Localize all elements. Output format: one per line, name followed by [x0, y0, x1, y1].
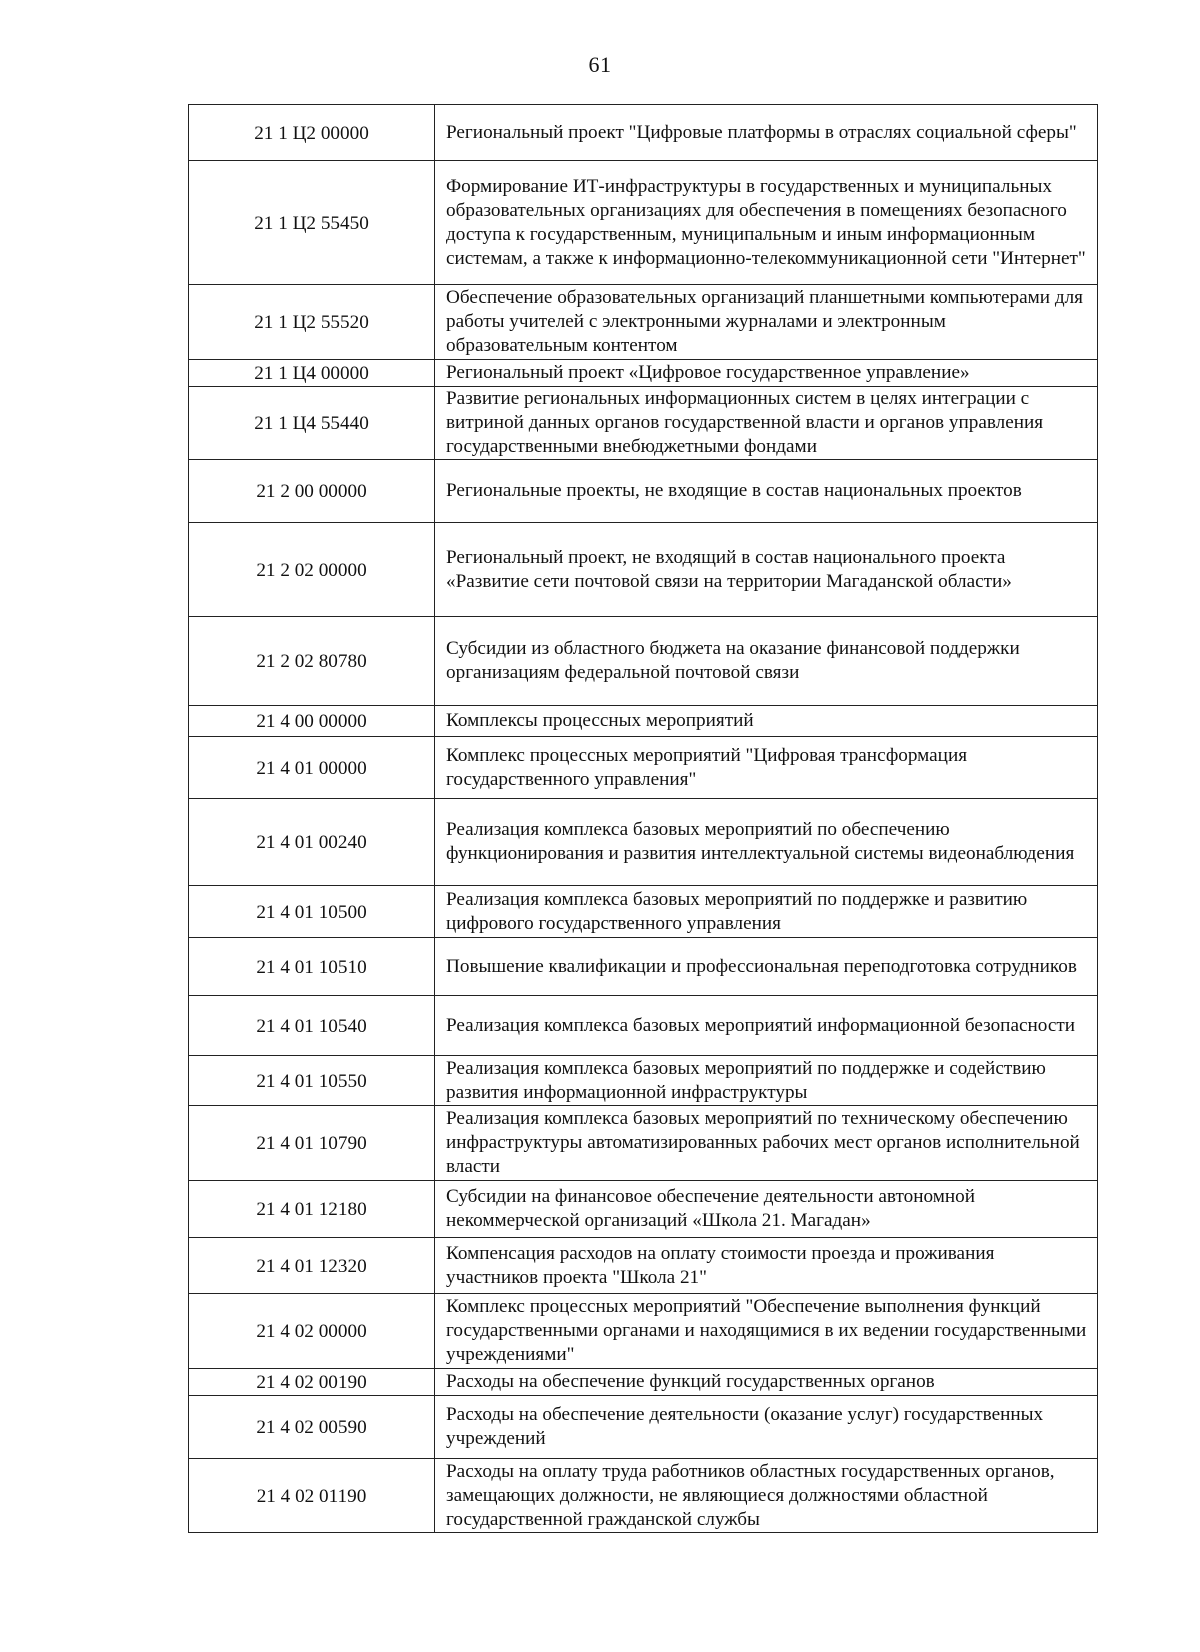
row-code: 21 4 02 00190: [189, 1369, 435, 1396]
row-code: 21 4 01 10550: [189, 1056, 435, 1106]
table-row: [189, 1294, 1098, 1369]
table-row: [189, 1238, 1098, 1294]
row-description: Региональные проекты, не входящие в состав национальных проектов: [435, 460, 1098, 523]
table-row: [189, 285, 1098, 360]
row-description: Субсидии на финансовое обеспечение деятельности автономной некоммерческой организаций «Школа 21. Магадан»: [435, 1181, 1098, 1238]
row-code: 21 4 02 01190: [189, 1459, 435, 1533]
table-row: [189, 523, 1098, 617]
table-row: [189, 460, 1098, 523]
row-code: 21 1 Ц2 55520: [189, 285, 435, 360]
row-code: 21 1 Ц2 55450: [189, 161, 435, 285]
table-row: [189, 1459, 1098, 1533]
table-row: [189, 161, 1098, 285]
row-code: 21 2 02 00000: [189, 523, 435, 617]
row-code: 21 1 Ц4 00000: [189, 360, 435, 387]
row-description: Формирование ИТ-инфраструктуры в государственных и муниципальных образовательных организациях для обеспечения в помещениях безопасного доступа к государственным, муниципальным и иным информационным системам, а также к информационно-телекоммуникационной сети "Интернет": [435, 161, 1098, 285]
table-row: [189, 1369, 1098, 1396]
budget-codes-table: [188, 104, 1098, 1533]
row-description: Комплекс процессных мероприятий "Обеспечение выполнения функций государственными органами и находящимися в их ведении государственными учреждениями": [435, 1294, 1098, 1369]
row-code: 21 4 01 10510: [189, 938, 435, 996]
row-code: 21 4 01 00240: [189, 799, 435, 886]
table-row: [189, 938, 1098, 996]
table-row: [189, 1396, 1098, 1459]
table-row: [189, 886, 1098, 938]
row-code: 21 4 02 00000: [189, 1294, 435, 1369]
row-description: Комплекс процессных мероприятий "Цифровая трансформация государственного управления": [435, 737, 1098, 799]
table-row: [189, 799, 1098, 886]
row-description: Повышение квалификации и профессиональная переподготовка сотрудников: [435, 938, 1098, 996]
row-description: Субсидии из областного бюджета на оказание финансовой поддержки организациям федеральной почтовой связи: [435, 617, 1098, 706]
table-row: [189, 1056, 1098, 1106]
table-row: [189, 706, 1098, 737]
row-code: 21 1 Ц2 00000: [189, 105, 435, 161]
row-code: 21 4 01 12320: [189, 1238, 435, 1294]
row-description: Реализация комплекса базовых мероприятий по техническому обеспечению инфраструктуры автоматизированных рабочих мест органов исполнительной власти: [435, 1106, 1098, 1181]
row-description: Региональный проект "Цифровые платформы в отраслях социальной сферы": [435, 105, 1098, 161]
row-code: 21 1 Ц4 55440: [189, 387, 435, 460]
row-code: 21 4 01 10500: [189, 886, 435, 938]
table-row: [189, 1181, 1098, 1238]
row-description: Реализация комплекса базовых мероприятий информационной безопасности: [435, 996, 1098, 1056]
table-row: [189, 737, 1098, 799]
row-code: 21 4 02 00590: [189, 1396, 435, 1459]
row-code: 21 4 01 12180: [189, 1181, 435, 1238]
row-code: 21 4 01 00000: [189, 737, 435, 799]
page-number: 61: [588, 52, 612, 77]
row-description: Реализация комплекса базовых мероприятий по обеспечению функционирования и развития интеллектуальной системы видеонаблюдения: [435, 799, 1098, 886]
table-row: [189, 387, 1098, 460]
table-row: [189, 105, 1098, 161]
row-description: Реализация комплекса базовых мероприятий по поддержке и содействию развития информационной инфраструктуры: [435, 1056, 1098, 1106]
row-code: 21 4 00 00000: [189, 706, 435, 737]
row-description: Расходы на обеспечение деятельности (оказание услуг) государственных учреждений: [435, 1396, 1098, 1459]
table-row: [189, 1106, 1098, 1181]
row-code: 21 4 01 10540: [189, 996, 435, 1056]
row-description: Расходы на обеспечение функций государственных органов: [435, 1369, 1098, 1396]
row-code: 21 4 01 10790: [189, 1106, 435, 1181]
row-description: Компенсация расходов на оплату стоимости проезда и проживания участников проекта "Школа 21": [435, 1238, 1098, 1294]
row-description: Реализация комплекса базовых мероприятий по поддержке и развитию цифрового государственного управления: [435, 886, 1098, 938]
row-description: Комплексы процессных мероприятий: [435, 706, 1098, 737]
row-description: Развитие региональных информационных систем в целях интеграции с витриной данных органов государственной власти и органов управления государственными внебюджетными фондами: [435, 387, 1098, 460]
row-description: Региональный проект «Цифровое государственное управление»: [435, 360, 1098, 387]
row-code: 21 2 00 00000: [189, 460, 435, 523]
row-description: Обеспечение образовательных организаций планшетными компьютерами для работы учителей с электронными журналами и электронным образовательным контентом: [435, 285, 1098, 360]
row-description: Региональный проект, не входящий в состав национального проекта «Развитие сети почтовой связи на территории Магаданской области»: [435, 523, 1098, 617]
table-row: [189, 360, 1098, 387]
row-code: 21 2 02 80780: [189, 617, 435, 706]
table-row: [189, 996, 1098, 1056]
row-description: Расходы на оплату труда работников областных государственных органов, замещающих должности, не являющиеся должностями областной государственной гражданской службы: [435, 1459, 1098, 1533]
table-row: [189, 617, 1098, 706]
